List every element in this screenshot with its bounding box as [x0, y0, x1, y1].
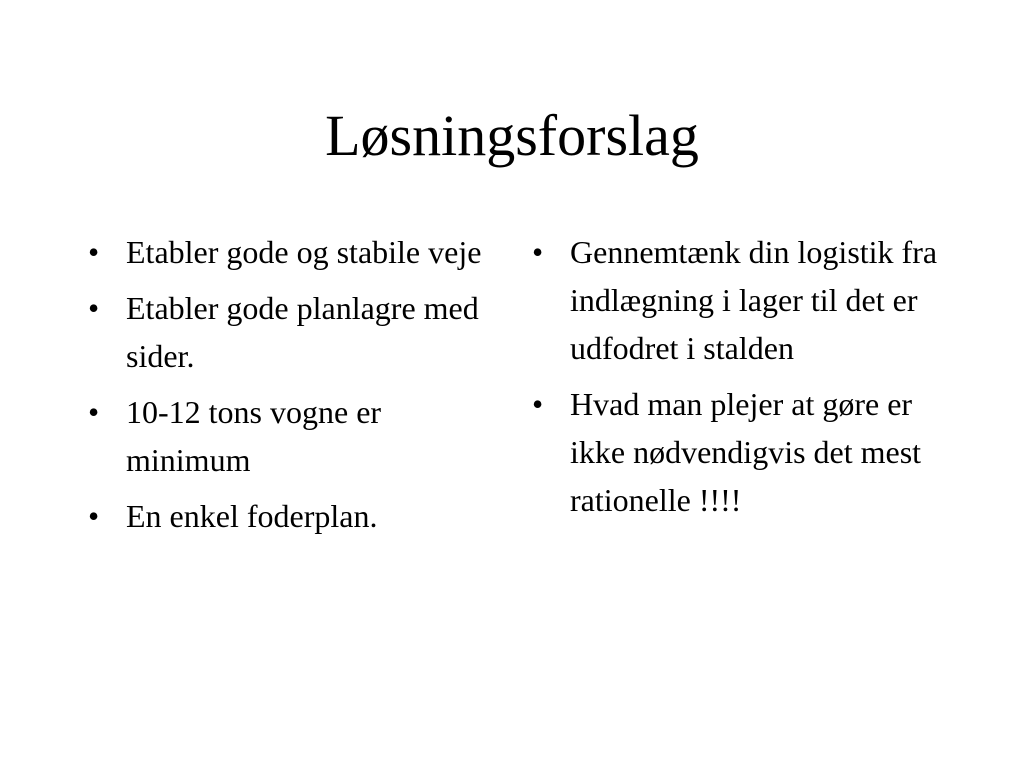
list-item-text: Etabler gode planlagre med sider.	[126, 290, 479, 374]
list-item	[532, 228, 942, 372]
left-bullet-list	[88, 228, 498, 548]
list-item-text: Etabler gode og stabile veje	[126, 234, 482, 270]
bullet-icon: •	[532, 234, 544, 270]
bullet-icon: •	[88, 234, 100, 270]
list-item-text: Gennemtænk din logistik fra indlægning i lager til det er udfodret i stalden	[570, 234, 938, 366]
list-item	[88, 228, 498, 276]
bullet-icon: •	[532, 386, 544, 422]
list-item-text: 10-12 tons vogne er minimum	[126, 394, 382, 478]
list-item	[532, 380, 942, 524]
slide-title: Løsningsforslag	[325, 103, 699, 168]
bullet-icon: •	[88, 394, 100, 430]
list-item	[88, 492, 498, 540]
bullet-icon: •	[88, 498, 100, 534]
list-item	[88, 388, 498, 484]
list-item-text: En enkel foderplan.	[126, 498, 378, 534]
list-item	[88, 284, 498, 380]
list-item-text: Hvad man plejer at gøre er ikke nødvendigvis det mest rationelle !!!!	[570, 386, 922, 518]
right-bullet-list	[532, 228, 942, 532]
bullet-icon: •	[88, 290, 100, 326]
